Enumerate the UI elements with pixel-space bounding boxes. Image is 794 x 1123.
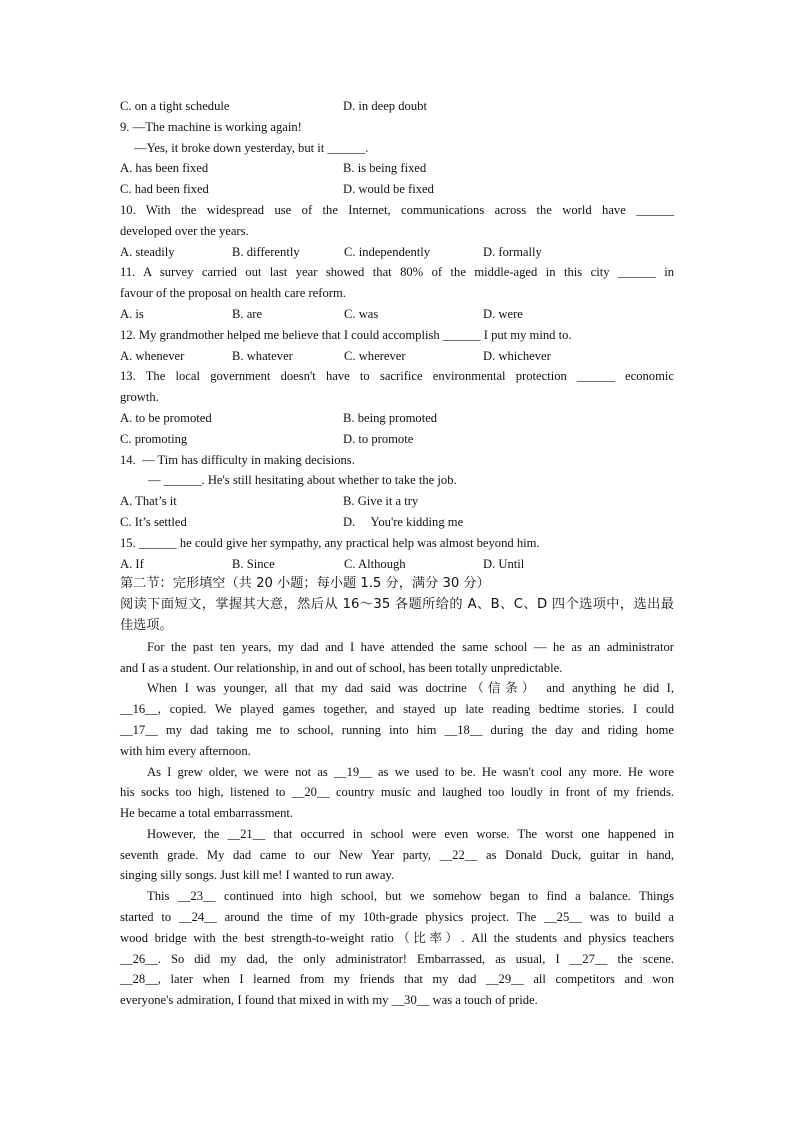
q11-option-c: C. was [344, 306, 379, 321]
q9-response: —Yes, it broke down yesterday, but it ______. [134, 140, 369, 155]
q9-option-c: C. had been fixed [120, 182, 209, 197]
q12-options-row [120, 346, 674, 367]
q11-option-d: D. were [483, 306, 523, 321]
passage-line: and I as a student. Our relationship, in and out of school, has been totally unpredictable. [120, 660, 563, 675]
passage-line: __26__. So did my dad, the only administrator! Embarrassed, as usual, I __27__ the scene. [120, 951, 674, 966]
q15-options-row [120, 554, 674, 575]
passage-paragraph-5 [120, 886, 674, 1011]
q10-option-a: A. steadily [120, 244, 175, 259]
q10-option-c: C. independently [344, 244, 431, 259]
q8-options-row [120, 96, 674, 117]
q13-option-a: A. to be promoted [120, 410, 212, 425]
passage-line: He became a total embarrassment. [120, 806, 294, 821]
exam-page [120, 96, 674, 1011]
passage-line: __17__ my dad taking me to school, running into him __18__ during the day and riding home [120, 722, 674, 737]
q13-option-b: B. being promoted [343, 410, 438, 425]
q14-options-row-2 [120, 512, 674, 533]
passage-line: __16__, copied. We played games together, and stayed up late reading bedtime stories. I could [120, 702, 674, 717]
passage-line: wood bridge with the best strength-to-weight ratio（比率）. All the students and physics teachers [120, 930, 674, 945]
q10-options-row [120, 242, 674, 263]
q15-option-b: B. Since [232, 556, 275, 571]
q14-option-b: B. Give it a try [343, 494, 419, 509]
q9-stem: 9. —The machine is working again! [120, 119, 302, 134]
q14-options-row-1 [120, 491, 674, 512]
q12-option-a: A. whenever [120, 348, 185, 363]
passage-line: __28__, later when I learned from my friends that my dad __29__ all competitors and won [120, 972, 674, 987]
passage-line: singing silly songs. Just kill me! I wanted to run away. [120, 868, 395, 883]
q14-response: — ______. He's still hesitating about whether to take the job. [148, 473, 457, 488]
passage-paragraph-4 [120, 824, 674, 886]
q15-option-a: A. If [120, 556, 144, 571]
q12-option-c: C. wherever [344, 348, 406, 363]
q14-option-c: C. It’s settled [120, 514, 187, 529]
q10-option-b: B. differently [232, 244, 300, 259]
q15-option-d: D. Until [483, 556, 525, 571]
q9-option-d: D. would be fixed [343, 182, 434, 197]
passage-paragraph-3 [120, 762, 674, 824]
q11-stem-line-2: favour of the proposal on health care reform. [120, 286, 346, 301]
q11-options-row [120, 304, 674, 325]
passage-line: This __23__ continued into high school, but we somehow began to find a balance. Things [147, 889, 674, 904]
q9-options-row-2 [120, 179, 674, 200]
passage-line: with him every afternoon. [120, 743, 251, 758]
q15-option-c: C. Although [344, 556, 406, 571]
passage-paragraph-2 [120, 678, 674, 761]
passage-line: For the past ten years, my dad and I have attended the same school — he as an administrator [147, 639, 674, 654]
passage-line: his socks too high, listened to __20__ country music and laughed too loudly in front of my friends. [120, 785, 674, 800]
q12-option-b: B. whatever [232, 348, 293, 363]
q12-option-d: D. whichever [483, 348, 551, 363]
section-heading: 第二节：完形填空（共 20 小题；每小题 1.5 分，满分 30 分） [120, 576, 490, 592]
q13-option-c: C. promoting [120, 431, 188, 446]
passage-line: seventh grade. My dad came to our New Year party, __22__ as Donald Duck, guitar in hand, [120, 847, 674, 862]
passage-line: When I was younger, all that my dad said was doctrine（信条） and anything he did I, [147, 681, 674, 696]
q10-stem-line-1: 10. With the widespread use of the Internet, communications across the world have ______ [120, 202, 674, 217]
q10-option-d: D. formally [483, 244, 542, 259]
q14-option-d: D. You're kidding me [343, 514, 464, 529]
passage-line: As I grew older, we were not as __19__ as we used to be. He wasn't cool any more. He wore [147, 764, 674, 779]
section-instructions-line-1: 阅读下面短文，掌握其大意，然后从 16～35 各题所给的 A、B、C、D 四个选项中，选出最 [120, 597, 674, 613]
q12-stem: 12. My grandmother helped me believe that I could accomplish ______ I put my mind to. [120, 327, 572, 342]
q13-stem-line-2: growth. [120, 390, 159, 405]
q15-stem: 15. ______ he could give her sympathy, any practical help was almost beyond him. [120, 535, 540, 550]
passage-line: However, the __21__ that occurred in school were even worse. The worst one happened in [147, 826, 674, 841]
q8-option-c: C. on a tight schedule [120, 99, 230, 113]
q9-option-b: B. is being fixed [343, 161, 427, 176]
passage-line: started to __24__ around the time of my 10th-grade physics project. The __25__ was to build a [120, 910, 674, 925]
section-instructions-line-2: 佳选项。 [120, 617, 173, 633]
q11-option-a: A. is [120, 306, 144, 321]
q14-stem: 14. — Tim has difficulty in making decisions. [120, 452, 355, 467]
passage-line: everyone's admiration, I found that mixed in with my __30__ was a touch of pride. [120, 993, 538, 1008]
q13-options-row-2 [120, 429, 674, 450]
q11-option-b: B. are [232, 306, 263, 321]
q10-stem-line-2: developed over the years. [120, 223, 249, 238]
q13-stem-line-1: 13. The local government doesn't have to sacrifice environmental protection ______ economic [120, 369, 674, 384]
q13-options-row-1 [120, 408, 674, 429]
q9-option-a: A. has been fixed [120, 161, 209, 176]
passage-paragraph-1 [120, 637, 674, 679]
q13-option-d: D. to promote [343, 431, 414, 446]
q14-option-a: A. That’s it [120, 494, 177, 509]
q11-stem-line-1: 11. A survey carried out last year showed that 80% of the middle-aged in this city ______ in [120, 265, 674, 280]
q9-options-row-1 [120, 158, 674, 179]
q8-option-d: D. in deep doubt [343, 99, 427, 113]
